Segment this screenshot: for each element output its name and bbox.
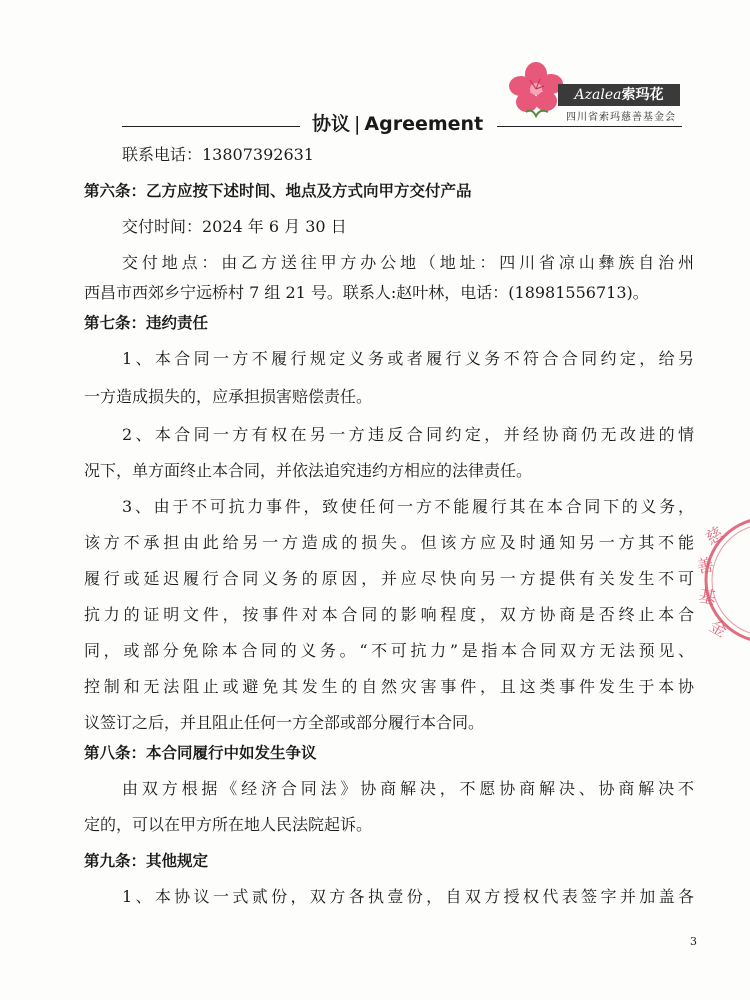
delivery-place-line: 西昌市西郊乡宁远桥村 7 组 21 号。联系人:赵叶林，电话：(18981556713)。 xyxy=(84,283,649,302)
clause-7-3-line: 履行或延迟履行合同义务的原因，并应尽快向另一方提供有关发生不可 xyxy=(84,569,694,588)
logo-brand-bar xyxy=(558,84,680,106)
article-9-heading: 第九条：其他规定 xyxy=(84,852,209,870)
clause-7-2-line: 况下，单方面终止本合同，并依法追究违约方相应的法律责任。 xyxy=(84,461,533,480)
title-cn: 协议 xyxy=(312,113,351,135)
svg-text:金: 金 xyxy=(705,616,731,642)
official-seal xyxy=(688,515,750,645)
article-8-line: 定的，可以在甲方所在地人民法院起诉。 xyxy=(84,815,373,834)
logo-brand-en: Azalea xyxy=(574,87,622,103)
svg-text:慈: 慈 xyxy=(702,523,728,550)
foundation-logo xyxy=(506,60,686,126)
article-8-heading: 第八条：本合同履行中如发生争议 xyxy=(84,744,317,762)
clause-7-3-line: 控制和无法阻止或避免其发生的自然灾害事件，且这类事件发生于本协 xyxy=(84,677,694,696)
article-7-heading: 第七条：违约责任 xyxy=(84,314,209,332)
clause-7-3-line: 同，或部分免除本合同的义务。“不可抗力”是指本合同双方无法预见、 xyxy=(84,641,694,660)
clause-7-3-line: 该方不承担由此给另一方造成的损失。但该方应及时通知另一方其不能 xyxy=(84,533,694,552)
clause-7-1-line: 一方造成损失的，应承担损害赔偿责任。 xyxy=(84,387,373,406)
agreement-body xyxy=(84,140,694,912)
logo-brand-cn: 索玛花 xyxy=(621,87,664,103)
page-number: 3 xyxy=(690,935,697,948)
page-title xyxy=(300,111,497,137)
clause-7-1-line: 1、本合同一方不履行规定义务或者履行义务不符合合同约定，给另 xyxy=(122,349,694,368)
logo-org-name: 四川省索玛慈善基金会 xyxy=(566,112,676,123)
delivery-time: 交付时间：2024 年 6 月 30 日 xyxy=(122,217,347,236)
svg-text:善: 善 xyxy=(695,555,716,578)
clause-7-2-line: 2、本合同一方有权在另一方违反合同约定，并经协商仍无改进的情 xyxy=(122,425,694,444)
article-8-line: 由双方根据《经济合同法》协商解决，不愿协商解决、协商解决不 xyxy=(122,779,694,798)
contact-phone: 联系电话：13807392631 xyxy=(122,145,314,164)
clause-7-3-line: 议签订之后，并且阻止任何一方全部或部分履行本合同。 xyxy=(84,713,485,732)
delivery-place-line: 交付地点：由乙方送往甲方办公地（地址：四川省凉山彝族自治州 xyxy=(122,253,694,272)
title-separator: | xyxy=(354,113,361,135)
title-en: Agreement xyxy=(364,113,484,135)
clause-9-1-line: 1、本协议一式贰份，双方各执壹份，自双方授权代表签字并加盖各 xyxy=(122,887,694,906)
svg-text:基: 基 xyxy=(697,586,718,609)
article-6-heading: 第六条：乙方应按下述时间、地点及方式向甲方交付产品 xyxy=(84,182,472,200)
clause-7-3-line: 3、由于不可抗力事件，致使任何一方不能履行其在本合同下的义务， xyxy=(122,497,694,516)
clause-7-3-line: 抗力的证明文件，按事件对本合同的影响程度，双方协商是否终止本合 xyxy=(84,605,694,624)
